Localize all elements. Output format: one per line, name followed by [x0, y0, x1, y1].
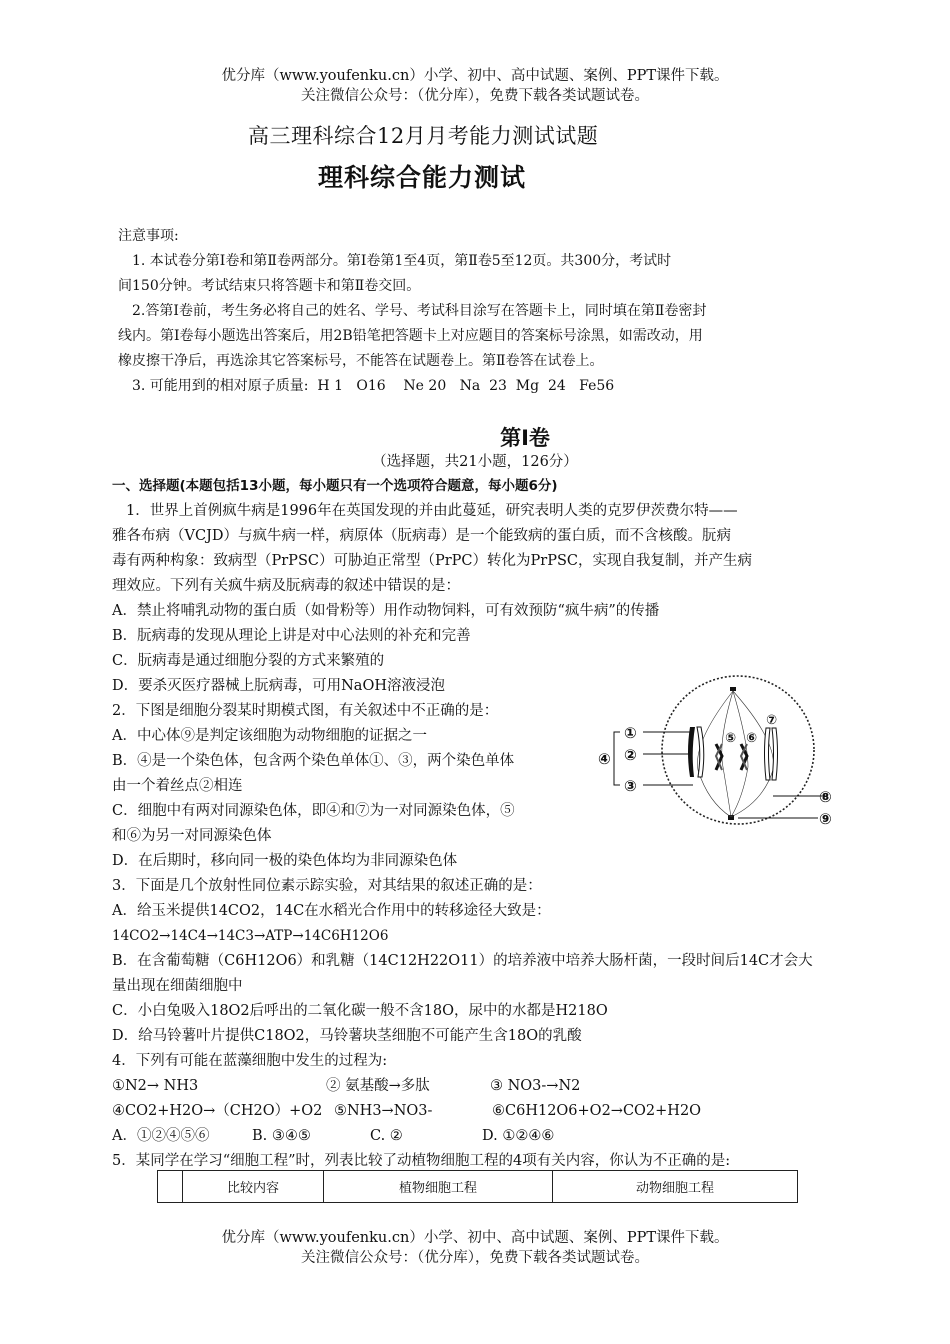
q4-process-row-1 [112, 1074, 842, 1099]
q2-option-c1: C．细胞中有两对同源染色体，即④和⑦为一对同源染色体，⑤ [112, 803, 515, 819]
footer-line-1: 优分库（www.youfenku.cn）小学、初中、高中试题、案例、PPT课件下载。 [221, 1230, 729, 1246]
section-title: 第Ⅰ卷 [500, 426, 550, 450]
note-2a: 2.答第Ⅰ卷前，考生务必将自己的姓名、学号、考试科目涂写在答题卡上，同时填在第Ⅱ卷密封 [132, 303, 707, 319]
chromosome-7 [765, 728, 778, 780]
q5-comparison-table [157, 1170, 798, 1203]
q3-stem: 3．下面是几个放射性同位素示踪实验，对其结果的叙述正确的是： [112, 878, 542, 894]
q2-option-b1: B．④是一个染色体，包含两个染色单体①、③，两个染色单体 [112, 753, 515, 769]
q2-option-a: A．中心体⑨是判定该细胞为动物细胞的证据之一 [112, 728, 427, 744]
note-1b: 间150分钟。考试结束只将答题卡和第Ⅱ卷交回。 [118, 278, 421, 294]
notes-section [118, 224, 838, 399]
q4-process-5: ⑤NH3→NO3- [334, 1103, 433, 1119]
section-subtitle: （选择题，共21小题，126分） [372, 454, 578, 470]
table-cell-blank [158, 1171, 183, 1203]
cell-membrane [662, 676, 814, 824]
q1-stem-b: 雅各布病（VCJD）与疯牛病一样，病原体（朊病毒）是一个能致病的蛋白质，而不含核酸。朊病 [112, 528, 732, 544]
q1-option-b: B．朊病毒的发现从理论上讲是对中心法则的补充和完善 [112, 628, 471, 644]
q2-option-c2: 和⑥为另一对同源染色体 [112, 828, 272, 844]
q4-option-d: D. ①②④⑥ [482, 1128, 555, 1144]
note-2c: 橡皮擦干净后，再选涂其它答案标号，不能答在试题卷上。第Ⅱ卷答在试卷上。 [118, 353, 604, 369]
part-1-heading: 一、选择题(本题包括13小题，每小题只有一个选项符合题意，每小题6分) [112, 478, 558, 494]
q1-option-c: C．朊病毒是通过细胞分裂的方式来繁殖的 [112, 653, 385, 669]
page-footer [0, 1228, 950, 1268]
q2-option-d: D．在后期时，移向同一极的染色体均为非同源染色体 [112, 853, 458, 869]
q3-option-c: C．小白兔吸入18O2后呼出的二氧化碳一般不含18O，尿中的水都是H218O [112, 1003, 608, 1019]
footer-line-2: 关注微信公众号：（优分库），免费下载各类试题试卷。 [301, 1250, 649, 1266]
figure-label-3: ③ [624, 777, 637, 795]
q2-option-b2: 由一个着丝点②相连 [112, 778, 243, 794]
q4-option-b: B. ③④⑤ [252, 1128, 311, 1144]
q1-option-a: A．禁止将哺乳动物的蛋白质（如骨粉等）用作动物饲料，可有效预防“疯牛病”的传播 [112, 603, 660, 619]
figure-label-4: ④ [598, 750, 611, 768]
table-header-animal: 动物细胞工程 [553, 1171, 798, 1203]
table-header-plant: 植物细胞工程 [324, 1171, 553, 1203]
table-row [158, 1171, 798, 1203]
exam-title: 高三理科综合12月月考能力测试试题 [248, 124, 599, 148]
q5-stem: 5．某同学在学习“细胞工程”时，列表比较了动植物细胞工程的4项有关内容，你认为不正确的是: [112, 1153, 731, 1169]
header-line-2: 关注微信公众号：（优分库），免费下载各类试题试卷。 [301, 88, 649, 104]
q3-option-b1: B．在含葡萄糖（C6H12O6）和乳糖（14C12H22O11）的培养液中培养大肠杆菌，一段时间后14C才会大 [112, 953, 813, 969]
chromosome-6 [741, 744, 747, 770]
header-line-1: 优分库（www.youfenku.cn）小学、初中、高中试题、案例、PPT课件下载。 [221, 68, 729, 84]
cell-division-figure [598, 672, 848, 842]
figure-label-9: ⑨ [819, 810, 832, 828]
q4-process-3: ③ NO3-→N2 [490, 1078, 581, 1094]
figure-label-5: ⑤ [725, 731, 737, 746]
q3-option-d: D．给马铃薯叶片提供C18O2，马铃薯块茎细胞不可能产生含18O的乳酸 [112, 1028, 582, 1044]
figure-label-7: ⑦ [766, 713, 778, 728]
q3-option-a-path: 14CO2→14C4→14C3→ATP→14C6H12O6 [112, 928, 389, 944]
exam-subtitle: 理科综合能力测试 [318, 163, 527, 192]
chromosome-4 [688, 727, 704, 777]
q4-option-c: C. ② [370, 1128, 403, 1144]
q4-process-1: ①N2→ NH3 [112, 1078, 199, 1094]
q1-stem-a: 1．世界上首例疯牛病是1996年在英国发现的并由此蔓延，研究表明人类的克罗伊茨费尔特—— [126, 503, 738, 519]
note-2b: 线内。第Ⅰ卷每小题选出答案后，用2B铅笔把答题卡上对应题目的答案标号涂黑，如需改动，用 [118, 328, 703, 344]
centrosome-top [730, 687, 736, 691]
figure-label-8: ⑧ [819, 788, 832, 806]
q4-options [112, 1124, 842, 1149]
page-header [0, 66, 950, 106]
chromosome-5 [716, 744, 722, 770]
q2-stem: 2．下图是细胞分裂某时期模式图，有关叙述中不正确的是： [112, 703, 499, 719]
q4-option-a: A．①②④⑤⑥ [112, 1128, 210, 1144]
q1-stem-d: 理效应。下列有关疯牛病及朊病毒的叙述中错误的是： [112, 578, 460, 594]
q4-process-6: ⑥C6H12O6+O2→CO2+H2O [492, 1103, 702, 1119]
notes-heading: 注意事项: [118, 228, 179, 244]
q4-process-2: ② 氨基酸→多肽 [326, 1078, 430, 1094]
figure-label-1: ① [624, 724, 637, 742]
note-1a: 1. 本试卷分第Ⅰ卷和第Ⅱ卷两部分。第Ⅰ卷第1至4页，第Ⅱ卷5至12页。共300分，考试时 [132, 253, 672, 269]
figure-label-6: ⑥ [746, 731, 758, 746]
table-header-compare: 比较内容 [183, 1171, 324, 1203]
q3-option-a: A．给玉米提供14CO2，14C在水稻光合作用中的转移途径大致是： [112, 903, 551, 919]
q4-process-row-2 [112, 1099, 842, 1124]
spindle-fibers [697, 691, 773, 817]
q1-option-d: D．要杀灭医疗器械上朊病毒，可用NaOH溶液浸泡 [112, 678, 445, 694]
q1-stem-c: 毒有两种构象：致病型（PrPSC）可胁迫正常型（PrPC）转化为PrPSC，实现自我复制，并产生病 [112, 553, 752, 569]
q3-option-b2: 量出现在细菌细胞中 [112, 978, 243, 994]
note-3: 3. 可能用到的相对原子质量: H 1 O16 Ne 20 Na 23 Mg 24 Fe56 [132, 378, 615, 394]
label-lines [614, 732, 824, 818]
q4-stem: 4．下列有可能在蓝藻细胞中发生的过程为: [112, 1053, 388, 1069]
q4-process-4: ④CO2+H2O→（CH2O）+O2 [112, 1103, 323, 1119]
figure-label-2: ② [624, 746, 637, 764]
